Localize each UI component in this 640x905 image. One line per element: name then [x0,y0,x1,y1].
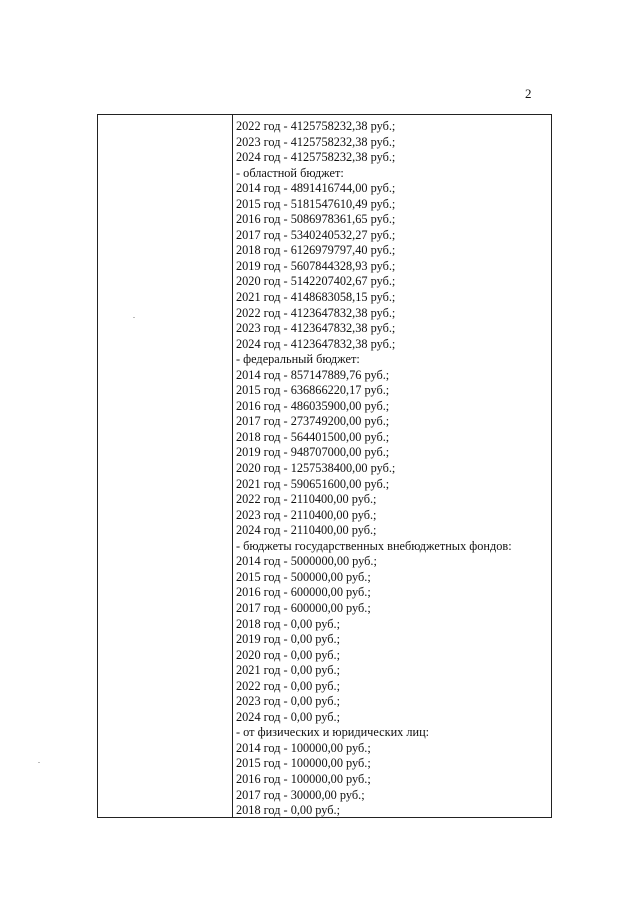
column-divider [232,115,233,817]
budget-year-line: 2024 год - 4125758232,38 руб.; [236,150,396,165]
budget-year-line: 2016 год - 5086978361,65 руб.; [236,212,396,227]
budget-year-line: 2024 год - 4123647832,38 руб.; [236,336,396,351]
budget-year-line: 2018 год - 6126979797,40 руб.; [236,243,396,258]
budget-year-line: 2020 год - 5142207402,67 руб.; [236,274,396,289]
section-heading: - бюджеты государственных внебюджетных фондов: [236,538,512,553]
budget-year-line: 2017 год - 273749200,00 руб.; [236,414,390,429]
budget-year-line: 2017 год - 600000,00 руб.; [236,600,371,615]
budget-year-line: 2022 год - 0,00 руб.; [236,678,341,693]
funding-table [97,114,552,818]
budget-year-line: 2017 год - 5340240532,27 руб.; [236,227,396,242]
budget-year-line: 2018 год - 0,00 руб.; [236,616,341,631]
section-heading: - от физических и юридических лиц: [236,725,430,740]
budget-year-line: 2023 год - 0,00 руб.; [236,694,341,709]
budget-year-line: 2014 год - 857147889,76 руб.; [236,367,390,382]
budget-year-line: 2018 год - 0,00 руб.; [236,803,341,818]
budget-year-line: 2024 год - 0,00 руб.; [236,709,341,724]
budget-year-line: 2023 год - 4123647832,38 руб.; [236,321,396,336]
section-heading: - областной бюджет: [236,165,344,180]
budget-year-line: 2015 год - 5181547610,49 руб.; [236,196,396,211]
budget-year-line: 2021 год - 0,00 руб.; [236,663,341,678]
budget-year-line: 2018 год - 564401500,00 руб.; [236,429,390,444]
budget-year-line: 2016 год - 100000,00 руб.; [236,771,371,786]
budget-year-line: 2022 год - 2110400,00 руб.; [236,492,377,507]
budget-year-line: 2024 год - 2110400,00 руб.; [236,523,377,538]
budget-year-line: 2014 год - 5000000,00 руб.; [236,554,377,569]
section-heading: - федеральный бюджет: [236,352,360,367]
budget-year-line: 2021 год - 4148683058,15 руб.; [236,290,396,305]
budget-year-line: 2014 год - 4891416744,00 руб.; [236,181,396,196]
budget-year-line: 2020 год - 0,00 руб.; [236,647,341,662]
budget-year-line: 2015 год - 636866220,17 руб.; [236,383,390,398]
budget-year-line: 2020 год - 1257538400,00 руб.; [236,461,396,476]
scan-speck [38,762,40,763]
budget-year-line: 2015 год - 500000,00 руб.; [236,569,371,584]
budget-year-line: 2019 год - 5607844328,93 руб.; [236,258,396,273]
budget-year-line: 2022 год - 4125758232,38 руб.; [236,119,396,133]
budget-year-line: 2019 год - 948707000,00 руб.; [236,445,390,460]
budget-year-line: 2019 год - 0,00 руб.; [236,632,341,647]
budget-year-line: 2015 год - 100000,00 руб.; [236,756,371,771]
page-number: 2 [525,86,532,101]
budget-year-line: 2014 год - 100000,00 руб.; [236,740,371,755]
budget-year-line: 2016 год - 486035900,00 руб.; [236,398,390,413]
budget-year-line: 2021 год - 590651600,00 руб.; [236,476,390,491]
scan-speck [133,317,135,318]
budget-year-line: 2023 год - 2110400,00 руб.; [236,507,377,522]
budget-year-line: 2023 год - 4125758232,38 руб.; [236,134,396,149]
budget-year-line: 2017 год - 30000,00 руб.; [236,787,365,802]
budget-year-line: 2022 год - 4123647832,38 руб.; [236,305,396,320]
budget-year-line: 2016 год - 600000,00 руб.; [236,585,371,600]
funding-text-column [236,119,547,819]
